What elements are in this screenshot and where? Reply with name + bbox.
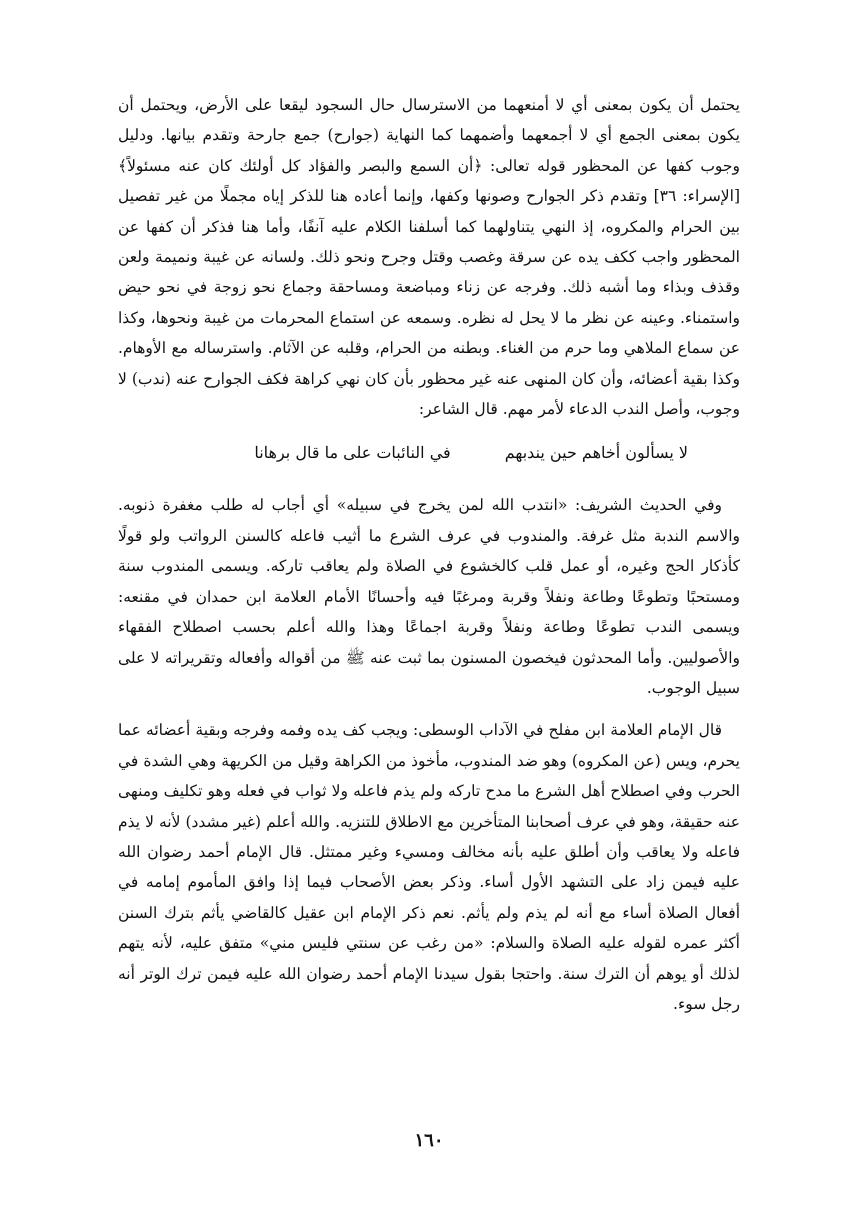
verse-first-hemistich: لا يسألون أخاهم حين يندبهم	[504, 443, 688, 463]
page-number: ١٦٠	[414, 1130, 444, 1151]
paragraph-hadith-mandub: وفي الحديث الشريف: «انتدب الله لمن يخرج في سبيله» أي أجاب له طلب مغفرة ذنوبه. والاسم الندبة مثل غرفة. والمندوب في عرف الشرع ما أثيب فاعله كالسنن الرواتب ولو قولًا كأذكار الحج وغيره، أو عمل قلب كالخشوع في الصلاة ولم يعاقب تاركه. ويسمى المندوب سنة ومستحبًا وتطوعًا وطاعة ونفلاً وقربة ومرغبًا فيه وأحسانًا الأمام العلامة ابن حمدان في مقنعه: ويسمى الندب تطوعًا وطاعة ونفلاً وقربة اجماعًا وهذا والله أعلم بحسب اصطلاح الفقهاء والأصوليين. وأما المحدثون فيخصون المسنون بما ثبت عنه ﷺ من أقواله وأفعاله وتقريراته لا على سبيل الوجوب.	[118, 496, 740, 697]
poetry-verse	[118, 438, 688, 468]
verse-second-hemistich: في النائبات على ما قال برهانا	[254, 443, 451, 463]
page-body	[118, 90, 740, 1019]
paragraph-commentary-jawarih: يحتمل أن يكون بمعنى أي لا أمنعهما من الاسترسال حال السجود ليقعا على الأرض، ويحتمل أن يكون بمعنى الجمع أي لا أجمعهما وأضمهما كما النهاية (جوارح) جمع جارحة وتقدم بيانها. ودليل وجوب كفها عن المحظور قوله تعالى: ﴿أن السمع والبصر والفؤاد كل أولئك كان عنه مسئولاً﴾ [الإسراء: ٣٦] وتقدم ذكر الجوارح وصونها وكفها، وإنما أعاده هنا للذكر إياه مجملًا من غير تفصيل بين الحرام والمكروه، إذ النهي يتناولهما كما أسلفنا الكلام عليه آنفًا، وأما هنا فذكر أن كفها عن المحظور واجب ككف يده عن سرقة وغصب وقتل وجرح ونحو ذلك. ولسانه عن غيبة ونميمة ولعن وقذف وبذاء وما أشبه ذلك. وفرجه عن زناء ومباضعة ومساحقة وجماع نحو زوجة في نحو حيض واستمناء. وعينه عن نظر ما لا يحل له نظره. وسمعه عن استماع المحرمات من غيبة ونحوها، وكذا عن سماع الملاهي وما حرم من الغناء. وبطنه من الحرام، وقلبه عن الآثام. واسترساله مع الأوهام. وكذا بقية أعضائه، وأن كان المنهى عنه غير محظور بأن كان نهي كراهة فكف الجوارح عنه (ندب) لا وجوب، وأصل الندب الدعاء لأمر مهم. قال الشاعر:	[118, 96, 740, 419]
paragraph-makruh: قال الإمام العلامة ابن مفلح في الآداب الوسطى: ويجب كف يده وفمه وفرجه وبقية أعضائه عما يحرم، ويس (عن المكروه) وهو ضد المندوب، مأخوذ من الكراهة وقيل من الكريهة وهي الشدة في الحرب وفي اصطلاح أهل الشرع ما مدح تاركه ولم يذم فاعله ولا ثواب في فعله وهو تكليف ومنهى عنه حقيقة، وهو في عرف أصحابنا المتأخرين مع الاطلاق للتنزيه. والله أعلم (غير مشدد) لأنه لا يذم فاعله ولا يعاقب وأن أطلق عليه بأنه مخالف ومسيء وغير ممتثل. قال الإمام أحمد رضوان الله عليه فيمن زاد على التشهد الأول أساء. وذكر بعض الأصحاب فيما إذا وافق المأموم إمامه في أفعال الصلاة أساء مع أنه لم يذم ولم يأثم. نعم ذكر الإمام ابن عقيل كالقاضي يأثم بترك السنن أكثر عمره لقوله عليه الصلاة والسلام: «من رغب عن سنتي فليس مني» متفق عليه، لأنه يتهم لذلك أو يوهم أن الترك سنة. واحتجا بقول سيدنا الإمام أحمد رضوان الله عليه فيمن ترك الوتر أنه رجل سوء.	[118, 721, 740, 1013]
